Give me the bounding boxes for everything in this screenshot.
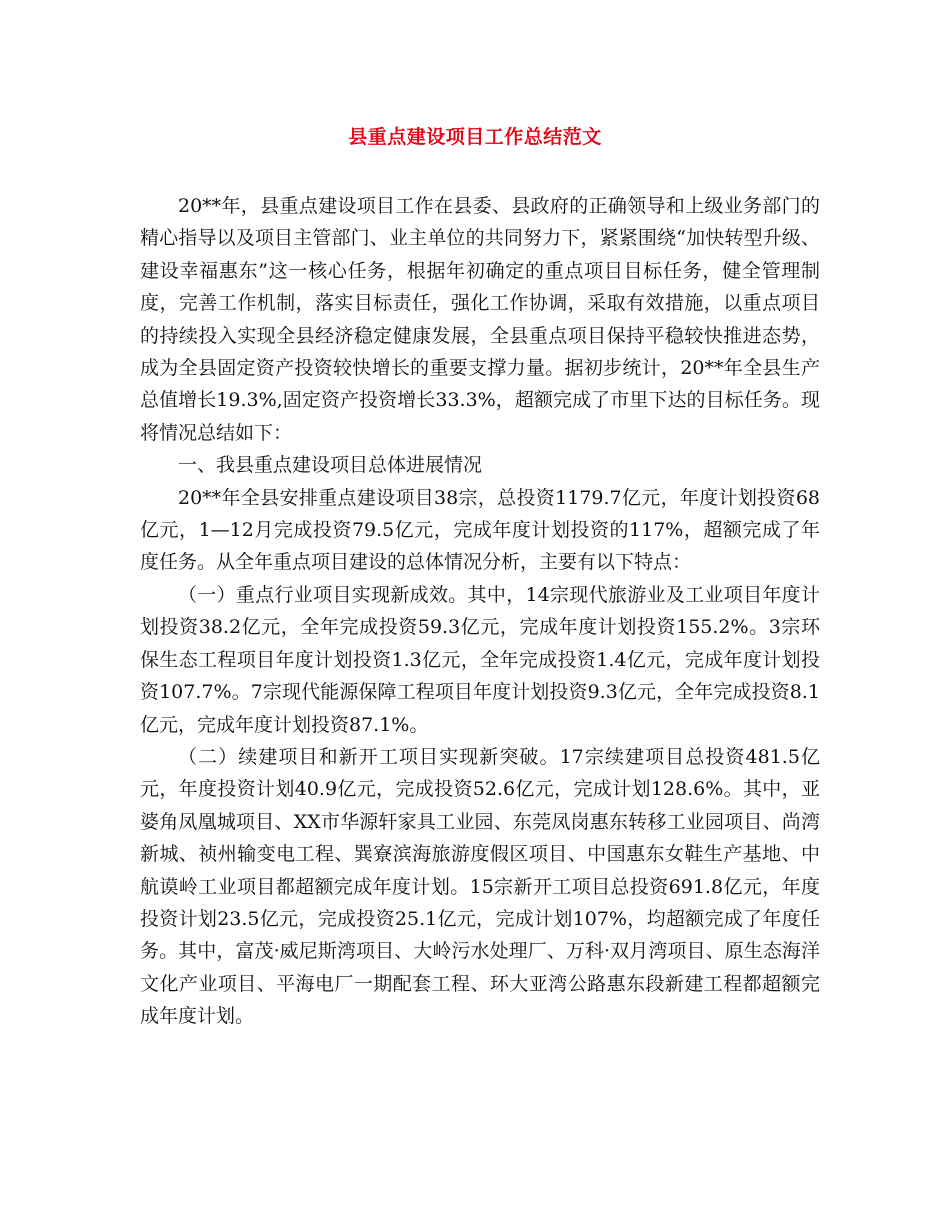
section-heading-1: 一、我县重点建设项目总体进展情况	[178, 454, 483, 477]
point-2-paragraph: （二）续建项目和新开工项目实现新突破。17宗续建项目总投资481.5亿元，年度投资计划40.9亿元，完成投资52.6亿元，完成计划128.6%。其中，亚婆角凤凰城项目、XX市华源轩家具工业园、东莞凤岗惠东转移工业园项目、尚湾新城、祯州输变电工程、巽寮滨海旅游度假区项目、中国惠东女鞋生产基地、中航谟岭工业项目都超额完成年度计划。15宗新开工项目总投资691.8亿元，年度投资计划23.5亿元，完成投资25.1亿元，完成计划107%，均超额完成了年度任务。其中，富茂·威尼斯湾项目、大岭污水处理厂、万科·双月湾项目、原生态海洋文化产业项目、平海电厂一期配套工程、环大亚湾公路惠东段新建工程都超额完成年度计划。	[140, 745, 820, 1028]
point-1-paragraph: （一）重点行业项目实现新成效。其中，14宗现代旅游业及工业项目年度计划投资38.2亿元，全年完成投资59.3亿元，完成年度计划投资155.2%。3宗环保生态工程项目年度计划投资1.3亿元，全年完成投资1.4亿元，完成年度计划投资107.7%。7宗现代能源保障工程项目年度计划投资9.3亿元，全年完成投资8.1亿元，完成年度计划投资87.1%。	[140, 583, 820, 736]
document-body	[140, 190, 820, 1033]
intro-paragraph: 20**年，县重点建设项目工作在县委、县政府的正确领导和上级业务部门的精心指导以及项目主管部门、业主单位的共同努力下，紧紧围绕“加快转型升级、建设幸福惠东”这一核心任务，根据年初确定的重点项目目标任务，健全管理制度，完善工作机制，落实目标责任，强化工作协调，采取有效措施，以重点项目的持续投入实现全县经济稳定健康发展，全县重点项目保持平稳较快推进态势，成为全县固定资产投资较快增长的重要支撑力量。据初步统计，20**年全县生产总值增长19.3%,固定资产投资增长33.3%，超额完成了市里下达的目标任务。现将情况总结如下：	[140, 195, 820, 444]
document-title: 县重点建设项目工作总结范文	[348, 126, 602, 148]
overview-paragraph: 20**年全县安排重点建设项目38宗，总投资1179.7亿元，年度计划投资68亿元，1—12月完成投资79.5亿元，完成年度计划投资的117%，超额完成了年度任务。从全年重点项目建设的总体情况分析，主要有以下特点：	[140, 486, 820, 574]
